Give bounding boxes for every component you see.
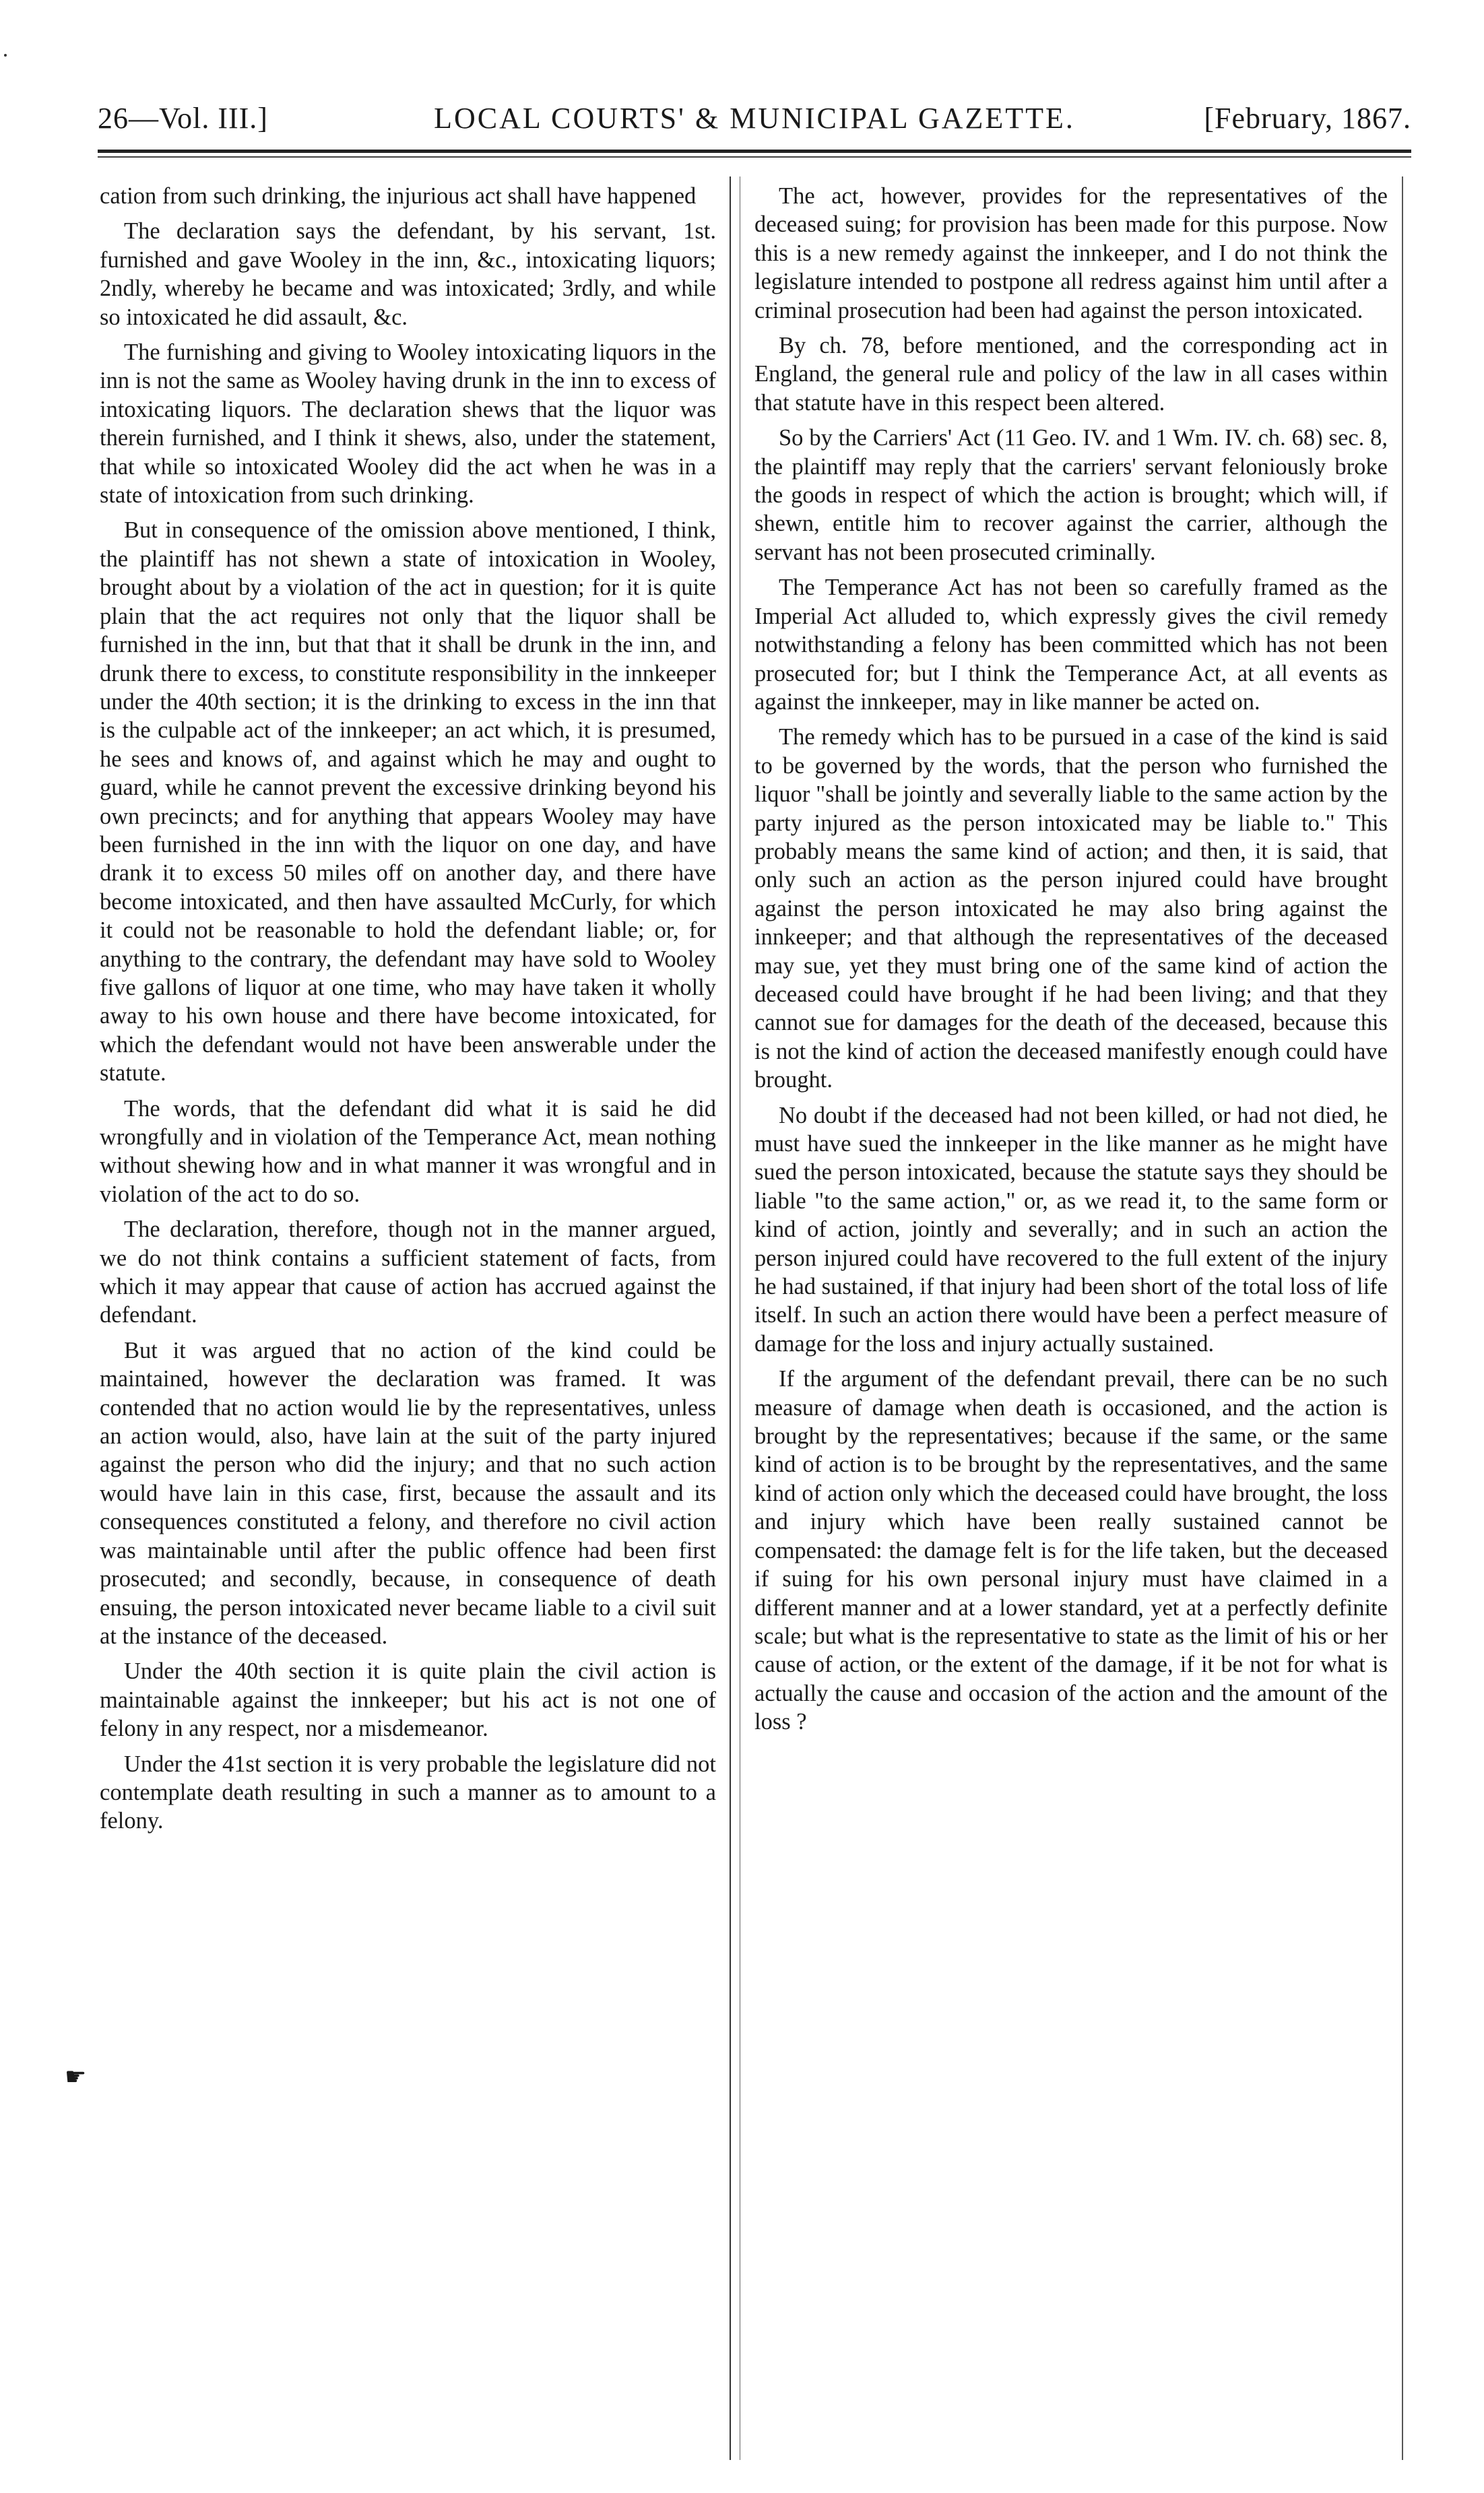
paragraph: The Temperance Act has not been so carefully framed as the Imperial Act alluded to, which expressly gives the civil remedy notwithstanding a felony has been committed which has not been prosecuted for; but I think the Temperance Act, at all events as against the innkeeper, may in like manner be acted on. — [754, 575, 1388, 715]
paragraph: But it was argued that no action of the kind could be maintained, however the declaration was framed. It was contended that no action would lie by the representatives, unless an action would, also, have lain at the suit of the party injured against the person who did the injury; and that no such action would have lain in this case, first, because the assault and its consequences constituted a felony, and therefore no civil action was maintainable until after the public offence had been first prosecuted; and secondly, because, in consequence of death ensuing, the person intoxicated never became liable to a civil suit at the instance of the deceased. — [100, 1337, 716, 1649]
paragraph: But in consequence of the omission above mentioned, I think, the plaintiff has not shewn a state of intoxication in Wooley, brought about by a violation of the act in question; for it is quite plain that the act requires not only that the liquor shall be furnished in the inn, but that that it shall be drunk in the inn, and drunk there to excess, to constitute responsibility in the innkeeper under the 40th section; it is the drinking to excess in the inn that is the culpable act of the innkeeper; an act which, it is presumed, he sees and knows of, and against which he may and ought to guard, while he cannot prevent the excessive drinking beyond his own precincts; and for anything that appears Wooley may have been furnished in the inn with the liquor on one day, and have drank it to excess 50 miles off on another day, and there have become intoxicated, and then have assaulted McCurly, for which it could not be reasonable to hold the defendant liable; or, for anything to the contrary, the defendant may have sold to Wooley five gallons of liquor at one time, who may have taken it wholly away to his own house and there have become intoxicated, for which the defendant would not have been answerable under the statute. — [100, 517, 716, 1087]
page-reference: 26—Vol. III.] — [98, 102, 268, 135]
paragraph: Under the 41st section it is very probable the legislature did not contemplate death resulting in such a manner as to amount to a felony. — [100, 1751, 716, 1834]
right-column — [754, 182, 1388, 1743]
pointing-hand-icon: ☛ — [65, 2063, 87, 2090]
paragraph: The remedy which has to be pursued in a case of the kind is said to be governed by the words, that the person who furnished the liquor "shall be jointly and severally liable to the same action by the party injured as the person intoxicated may be liable to." This probably means the same kind of action; and then, it is said, that only such an action as the person injured could have brought against the person intoxicated he may also bring against the innkeeper; and that although the representatives of the deceased may sue, yet they must bring one of the same kind of action the deceased could have brought if he had been living; and that they cannot sue for damages for the death of the deceased, because this is not the kind of action the deceased manifestly enough could have brought. — [754, 724, 1388, 1093]
gazette-title: LOCAL COURTS' & MUNICIPAL GAZETTE. — [434, 102, 1075, 135]
paragraph: The act, however, provides for the representatives of the deceased suing; for provision has been made for this purpose. Now this is a new remedy against the innkeeper, and I do not think the legislature intended to postpone all redress against him until after a criminal prosecution had been had against the person intoxicated. — [754, 183, 1388, 323]
issue-date: [February, 1867. — [1204, 102, 1411, 135]
specks — [4, 54, 7, 57]
paragraph: cation from such drinking, the injurious act shall have happened — [100, 183, 697, 209]
paragraph: The words, that the defendant did what it is said he did wrongfully and in violation of the Temperance Act, mean nothing without shewing how and in what manner it was wrongful and in violation of the act to do so. — [100, 1095, 716, 1207]
left-column — [100, 182, 716, 1842]
paragraph: If the argument of the defendant prevail, there can be no such measure of damage when death is occasioned, and the action is brought by the representatives; because if the same, or the same kind of action is to be brought by the representatives, and the same kind of action only which the deceased could have brought, the loss and injury which have been really sustained cannot be compensated: the damage felt is for the life taken, but the deceased if suing for his own personal injury must have claimed in a different manner and at a lower standard, yet at a perfectly definite scale; but what is the representative to state as the limit of his or her cause of action, or the extent of the damage, if it be not for what is actually the cause and occasion of the action and the amount of the loss ? — [754, 1366, 1388, 1735]
paragraph: No doubt if the deceased had not been killed, or had not died, he must have sued the innkeeper in the like manner as he might have sued the person intoxicated, because the statute says they should be liable "to the same action," or, as we read it, to the same form or kind of action, jointly and severally; and in such an action the person injured could have recovered to the full extent of the injury he had sustained, if that injury had been short of the total loss of life itself. In such an action there would have been a perfect measure of damage for the loss and injury actually sustained. — [754, 1102, 1388, 1357]
paragraph: The declaration, therefore, though not in the manner argued, we do not think contains a sufficient statement of facts, from which it may appear that cause of action has accrued against the defendant. — [100, 1217, 716, 1328]
header-rule-thin — [98, 156, 1411, 158]
paragraph: The declaration says the defendant, by his servant, 1st. furnished and gave Wooley in the inn, &c., intoxicating liquors; 2ndly, whereby he became and was intoxicated; 3rdly, and while so intoxicated he did assault, &c. — [100, 218, 716, 330]
column-divider — [730, 176, 731, 2460]
paragraph: Under the 40th section it is quite plain the civil action is maintainable against the innkeeper; but his act is not one of felony in any respect, nor a misdemeanor. — [100, 1658, 716, 1742]
paragraph: The furnishing and giving to Wooley intoxicating liquors in the inn is not the same as Wooley having drunk in the inn to excess of intoxicating liquors. The declaration shews that the liquor was therein furnished, and I think it shews, also, under the statement, that while so intoxicated Wooley did the act when he was in a state of intoxication from such drinking. — [100, 339, 716, 509]
header-rule — [98, 150, 1411, 153]
paragraph: So by the Carriers' Act (11 Geo. IV. and 1 Wm. IV. ch. 68) sec. 8, the plaintiff may reply that the carriers' servant feloniously broke the goods in respect of which the action is brought; which will, if shewn, entitle him to recover against the carrier, although the servant has not been prosecuted criminally. — [754, 425, 1388, 565]
right-edge-rule — [1402, 176, 1403, 2460]
paragraph: By ch. 78, before mentioned, and the corresponding act in England, the general rule and policy of the law in all cases within that statute have in this respect been altered. — [754, 333, 1388, 416]
page-header — [98, 101, 1411, 148]
